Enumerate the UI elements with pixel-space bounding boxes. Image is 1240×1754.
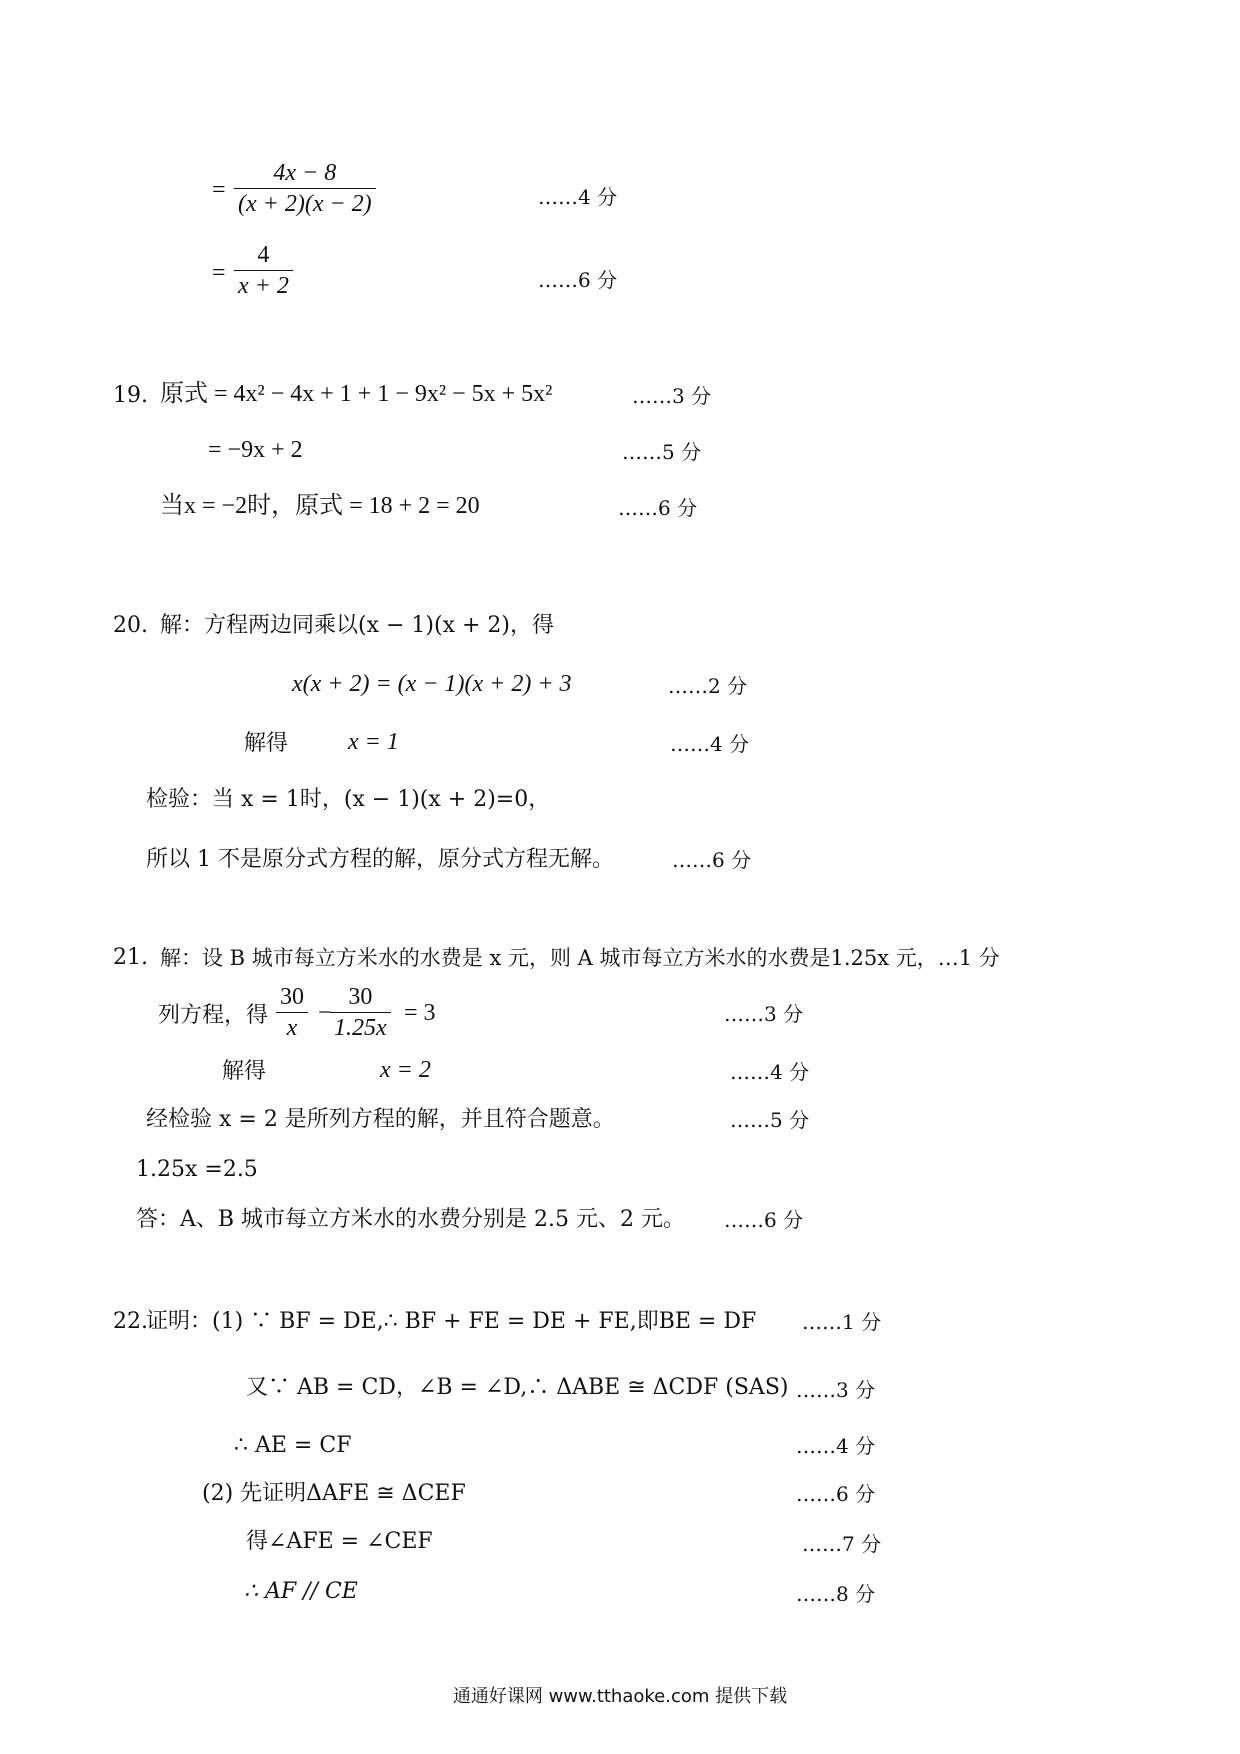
q19-line-2: = −9x + 2 (208, 437, 303, 463)
q21-fraction-1-numerator: 30 (280, 984, 304, 1010)
q18-step-b-score: ……6 分 (538, 268, 618, 292)
q18-step-a-denominator: (x + 2)(x − 2) (238, 191, 372, 217)
q22-number: 22. (113, 1309, 148, 1334)
q20-line-1: 解：方程两边同乘以(x − 1)(x + 2)，得 (160, 613, 554, 638)
q20-line-5: 所以 1 不是原分式方程的解，原分式方程无解。 (146, 847, 614, 872)
q18-step-a-fraction (234, 158, 376, 219)
q21-line-2-score: ……3 分 (724, 1002, 804, 1026)
q22-line-4-score: ……6 分 (796, 1482, 876, 1506)
q19-line-1: 原式 = 4x² − 4x + 1 + 1 − 9x² − 5x + 5x² (160, 381, 553, 407)
q21-line-6: 答：A、B 城市每立方米水的水费分别是 2.5 元、2 元。 (136, 1207, 686, 1232)
q22-line-2-score: ……3 分 (796, 1378, 876, 1402)
q21-line-1: 解：设 B 城市每立方米水的水费是 x 元，则 A 城市每立方米水的水费是1.25x 元，…1 分 (160, 946, 1000, 970)
q19-number: 19. (113, 383, 148, 408)
q20-line-4: 检验：当 x = 1时，(x − 1)(x + 2)=0， (146, 787, 551, 812)
q22-line-1-score: ……1 分 (802, 1310, 882, 1334)
q20-line-3-equation: x = 1 (348, 729, 399, 755)
q22-line-3-score: ……4 分 (796, 1434, 876, 1458)
q22-line-5-score: ……7 分 (802, 1532, 882, 1556)
q21-fraction-1 (276, 982, 308, 1043)
q21-fraction-2 (330, 982, 391, 1043)
q20-line-2: x(x + 2) = (x − 1)(x + 2) + 3 (292, 671, 572, 697)
q20-line-3-score: ……4 分 (670, 732, 750, 756)
q22-line-1: 证明：(1) ∵ BF = DE,∴ BF + FE = DE + FE,即BE = DF (146, 1309, 757, 1334)
q21-line-5: 1.25x =2.5 (136, 1157, 258, 1182)
q18-step-b-denominator: x + 2 (238, 273, 289, 299)
q20-line-3-label: 解得 (244, 731, 289, 756)
q22-line-6: ∴ AF // CE (244, 1579, 358, 1604)
q21-line-4: 经检验 x = 2 是所列方程的解，并且符合题意。 (146, 1107, 615, 1132)
q21-number: 21. (113, 945, 148, 970)
q19-line-3-score: ……6 分 (618, 496, 698, 520)
q21-line-6-score: ……6 分 (724, 1208, 804, 1232)
q22-line-4: (2) 先证明ΔAFE ≅ ΔCEF (202, 1481, 466, 1506)
q19-line-2-score: ……5 分 (622, 440, 702, 464)
q21-line-3-equation: x = 2 (380, 1057, 431, 1083)
q22-line-6-score: ……8 分 (796, 1582, 876, 1606)
q21-fraction-1-denominator: x (286, 1015, 298, 1041)
q21-line-3-score: ……4 分 (730, 1060, 810, 1084)
q19-line-3: 当x = −2时，原式 = 18 + 2 = 20 (160, 493, 480, 519)
page-footer-watermark: 通通好课网 www.tthaoke.com 提供下载 (452, 1686, 788, 1707)
q20-line-5-score: ……6 分 (672, 848, 752, 872)
q21-line-3-label: 解得 (222, 1059, 267, 1084)
q21-line-4-score: ……5 分 (730, 1108, 810, 1132)
q22-line-2: 又∵ AB = CD，∠B = ∠D,∴ ΔABE ≅ ΔCDF (SAS) (246, 1375, 789, 1400)
q21-fraction-2-numerator: 30 (348, 984, 373, 1010)
q21-line-2-rhs: = 3 (404, 1000, 436, 1026)
q21-line-2-label: 列方程，得 (158, 1003, 269, 1028)
q18-step-a-score: ……4 分 (538, 185, 618, 209)
q21-fraction-2-denominator: 1.25x (334, 1015, 387, 1041)
q20-number: 20. (113, 613, 148, 638)
q18-step-a-prefix: = (212, 177, 226, 203)
q18-step-b-prefix: = (212, 260, 226, 286)
q22-line-3: ∴ AE = CF (234, 1433, 352, 1458)
q22-line-5: 得∠AFE = ∠CEF (246, 1529, 433, 1554)
q19-line-1-score: ……3 分 (632, 384, 712, 408)
q20-line-2-score: ……2 分 (668, 674, 748, 698)
q21-minus-sign: − (318, 1000, 332, 1026)
q18-step-b-numerator: 4 (257, 242, 270, 268)
q18-step-a-numerator: 4x − 8 (273, 160, 337, 186)
q18-step-b-fraction (234, 240, 293, 301)
